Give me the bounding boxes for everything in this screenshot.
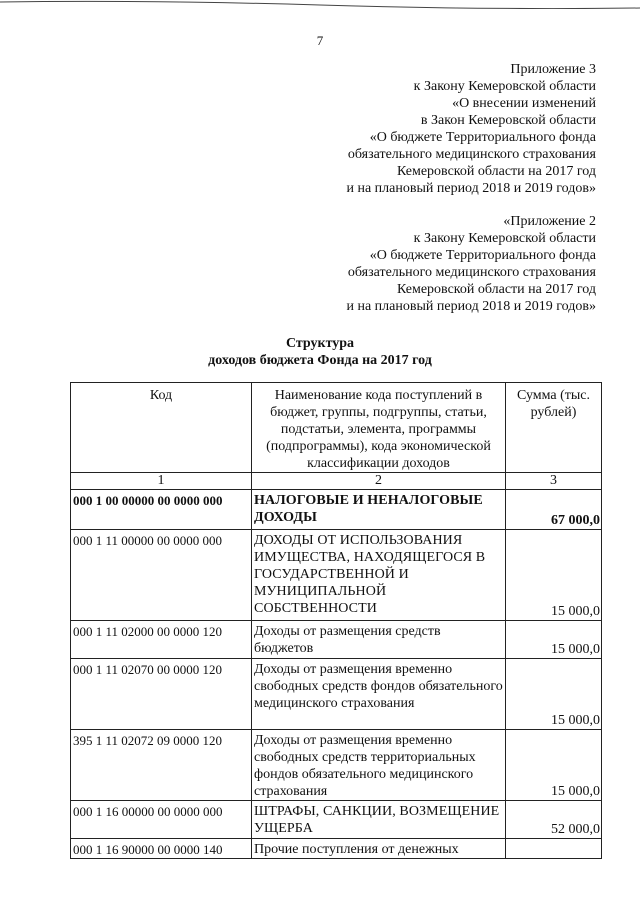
- document-title: [0, 335, 640, 369]
- annex-line: к Закону Кемеровской области: [413, 231, 596, 246]
- scan-top-edge: [0, 0, 640, 9]
- annex-line: обязательного медицинского страхования: [347, 265, 596, 280]
- table-row: [71, 839, 602, 859]
- table-row: [71, 530, 602, 621]
- annex-line: «О бюджете Территориального фонда: [369, 130, 596, 145]
- row-amount: 52 000,0: [506, 801, 602, 839]
- row-code: 000 1 11 02000 00 0000 120: [71, 621, 252, 659]
- table-row: [71, 490, 602, 530]
- annex-line: и на плановый период 2018 и 2019 годов»: [346, 299, 596, 314]
- annex-line: и на плановый период 2018 и 2019 годов»: [346, 181, 596, 196]
- row-name: НАЛОГОВЫЕ И НЕНАЛОГОВЫЕ ДОХОДЫ: [252, 490, 506, 530]
- row-amount: 15 000,0: [506, 530, 602, 621]
- title-line-2: доходов бюджета Фонда на 2017 год: [208, 353, 432, 368]
- annex-line: Кемеровской области на 2017 год: [396, 164, 596, 179]
- annex-line: «О внесении изменений: [452, 96, 596, 111]
- row-code: 000 1 00 00000 00 0000 000: [71, 490, 252, 530]
- annex-line: в Закон Кемеровской области: [420, 113, 596, 128]
- table-row: [71, 621, 602, 659]
- header-code: Код: [71, 383, 252, 473]
- column-number: 3: [506, 473, 602, 490]
- row-amount: 67 000,0: [506, 490, 602, 530]
- page-number: 7: [316, 33, 324, 48]
- row-name: Доходы от размещения временно свободных средств фондов обязательного медицинского страхования: [252, 659, 506, 730]
- row-code: 000 1 11 02070 00 0000 120: [71, 659, 252, 730]
- row-amount: 15 000,0: [506, 730, 602, 801]
- column-number: 2: [252, 473, 506, 490]
- row-name: Доходы от размещения средств бюджетов: [252, 621, 506, 659]
- annex-line: «О бюджете Территориального фонда: [369, 248, 596, 263]
- row-name: ШТРАФЫ, САНКЦИИ, ВОЗМЕЩЕНИЕ УЩЕРБА: [252, 801, 506, 839]
- annex-line: «Приложение 2: [503, 214, 596, 229]
- annex-header-original: [346, 213, 596, 315]
- annex-header-current: [346, 61, 596, 197]
- row-code: 395 1 11 02072 09 0000 120: [71, 730, 252, 801]
- annex-line: Кемеровской области на 2017 год: [396, 282, 596, 297]
- annex-line: к Закону Кемеровской области: [413, 79, 596, 94]
- row-code: 000 1 11 00000 00 0000 000: [71, 530, 252, 621]
- row-code: 000 1 16 90000 00 0000 140: [71, 839, 252, 859]
- row-name: ДОХОДЫ ОТ ИСПОЛЬЗОВАНИЯ ИМУЩЕСТВА, НАХОДЯЩЕГОСЯ В ГОСУДАРСТВЕННОЙ И МУНИЦИПАЛЬНОЙ СОБСТВЕННОСТИ: [252, 530, 506, 621]
- table-row: [71, 730, 602, 801]
- annex-line: обязательного медицинского страхования: [347, 147, 596, 162]
- title-line-1: Структура: [285, 336, 355, 351]
- row-code: 000 1 16 00000 00 0000 000: [71, 801, 252, 839]
- row-name: Прочие поступления от денежных: [252, 839, 506, 859]
- table-header-row: [71, 383, 602, 473]
- table-row: [71, 801, 602, 839]
- column-number-row: [71, 473, 602, 490]
- row-amount: [506, 839, 602, 859]
- table-row: [71, 659, 602, 730]
- income-structure-table: [70, 382, 602, 859]
- header-name: Наименование кода поступлений в бюджет, группы, подгруппы, статьи, подстатьи, элемента, программы (подпрограммы), кода экономической классификации доходов: [252, 383, 506, 473]
- header-amount: Сумма (тыс. рублей): [506, 383, 602, 473]
- row-name: Доходы от размещения временно свободных средств территориальных фондов обязательного медицинского страхования: [252, 730, 506, 801]
- annex-line: Приложение 3: [510, 62, 596, 77]
- row-amount: 15 000,0: [506, 659, 602, 730]
- column-number: 1: [71, 473, 252, 490]
- row-amount: 15 000,0: [506, 621, 602, 659]
